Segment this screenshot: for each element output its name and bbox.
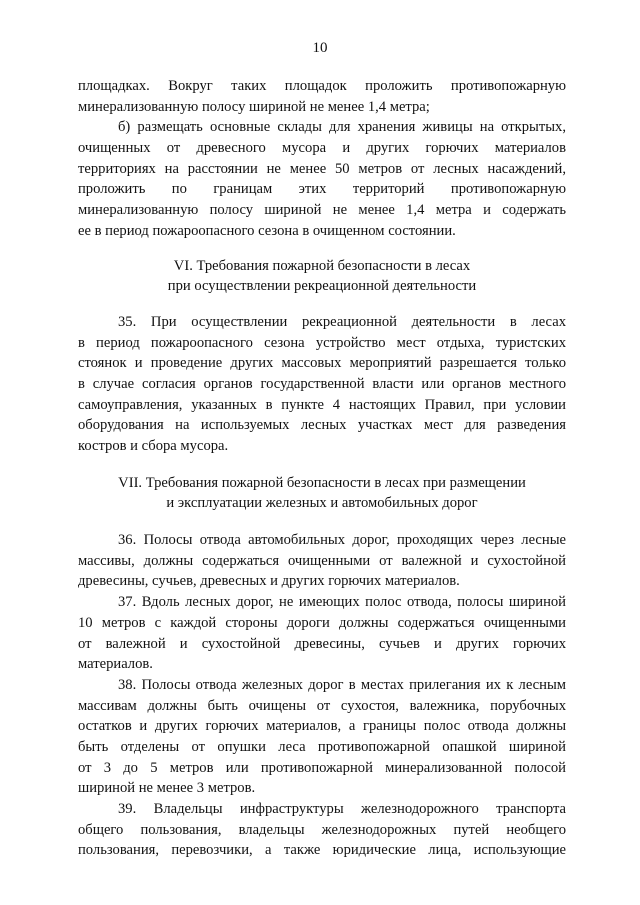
text-line: костров и сбора мусора. <box>78 438 229 454</box>
text-line: остатков и других горючих материалов, а границы полос отвода должны <box>78 718 566 735</box>
text-line: древесины, сучьев, древесных и других горючих материалов. <box>78 573 460 590</box>
text-line: 37. Вдоль лесных дорог, не имеющих полос отвода, полосы шириной <box>118 594 566 611</box>
text-line: от 3 до 5 метров или противопожарной минерализованной полосой <box>78 759 566 776</box>
text-line: ее в период пожароопасного сезона в очищенном состоянии. <box>78 222 456 239</box>
text-line: от валежной и сухостойной древесины, сучьев и других горючих <box>78 635 566 652</box>
text-line: б) размещать основные склады для хранения живицы на открытых, <box>118 119 566 136</box>
text-line: массивам должны быть очищены от сухостоя, валежника, порубочных <box>78 697 566 714</box>
text-line: минерализованную полосу шириной не менее 1,4 метра и содержать <box>78 202 566 219</box>
section-heading-vii <box>78 473 566 514</box>
text-line: в случае согласия органов государственной власти или органов местного <box>78 375 566 392</box>
heading-line: и эксплуатации железных и автомобильных дорог <box>166 495 478 512</box>
paragraph-38 <box>78 675 566 799</box>
paragraph-item-b <box>78 117 566 241</box>
text-line: оборудования на используемых лесных участках мест для разведения <box>78 417 566 434</box>
text-line: проложить по границам этих территорий противопожарную <box>78 181 566 198</box>
text-line: территориях на расстоянии не менее 50 метров от лесных насаждений, <box>78 160 566 177</box>
text-line: в период пожароопасного сезона устройство мест отдыха, туристских <box>78 334 566 351</box>
paragraph-35 <box>78 312 566 457</box>
text-line: быть отделены от опушки леса противопожарной опашкой шириной <box>78 738 566 755</box>
text-line: материалов. <box>78 656 153 673</box>
spacer <box>78 457 566 473</box>
text-line: шириной не менее 3 метров. <box>78 780 256 797</box>
paragraph-39 <box>78 799 566 861</box>
text-line: стоянок и проведение других массовых мероприятий разрешается только <box>78 355 566 372</box>
text-line: площадках. Вокруг таких площадок проложить противопожарную <box>78 78 566 94</box>
paragraph-37 <box>78 592 566 675</box>
paragraph-36 <box>78 530 566 592</box>
text-line: пользования, перевозчики, а также юридические лица, использующие <box>78 842 566 859</box>
spacer <box>78 242 566 256</box>
text-line: 35. При осуществлении рекреационной деятельности в лесах <box>118 313 566 330</box>
heading-line: VI. Требования пожарной безопасности в лесах <box>173 257 471 274</box>
text-line: 36. Полосы отвода автомобильных дорог, проходящих через лесные <box>118 532 566 549</box>
heading-line: VII. Требования пожарной безопасности в лесах при размещении <box>118 474 526 491</box>
text-line: 39. Владельцы инфраструктуры железнодорожного транспорта <box>118 801 566 817</box>
text-line: общего пользования, владельцы железнодорожных путей необщего <box>78 821 566 838</box>
text-line: 38. Полосы отвода железных дорог в местах прилегания их к лесным <box>118 676 566 693</box>
text-line: очищенных от древесного мусора и других горючих материалов <box>78 140 566 157</box>
heading-line: при осуществлении рекреационной деятельности <box>167 278 477 295</box>
text-line: 10 метров с каждой стороны дороги должны содержаться очищенными <box>78 614 566 631</box>
text-line: массивы, должны содержаться очищенными от валежной и сухостойной <box>78 552 566 569</box>
page-number: 10 <box>312 40 328 56</box>
spacer <box>78 297 566 312</box>
text-line: минерализованную полосу шириной не менее 1,4 метра; <box>78 98 430 115</box>
spacer <box>78 514 566 530</box>
text-line: самоуправления, указанных в пункте 4 настоящих Правил, при условии <box>78 396 566 413</box>
section-heading-vi <box>78 256 566 297</box>
page-content <box>78 76 566 861</box>
paragraph-continuation <box>78 76 566 117</box>
